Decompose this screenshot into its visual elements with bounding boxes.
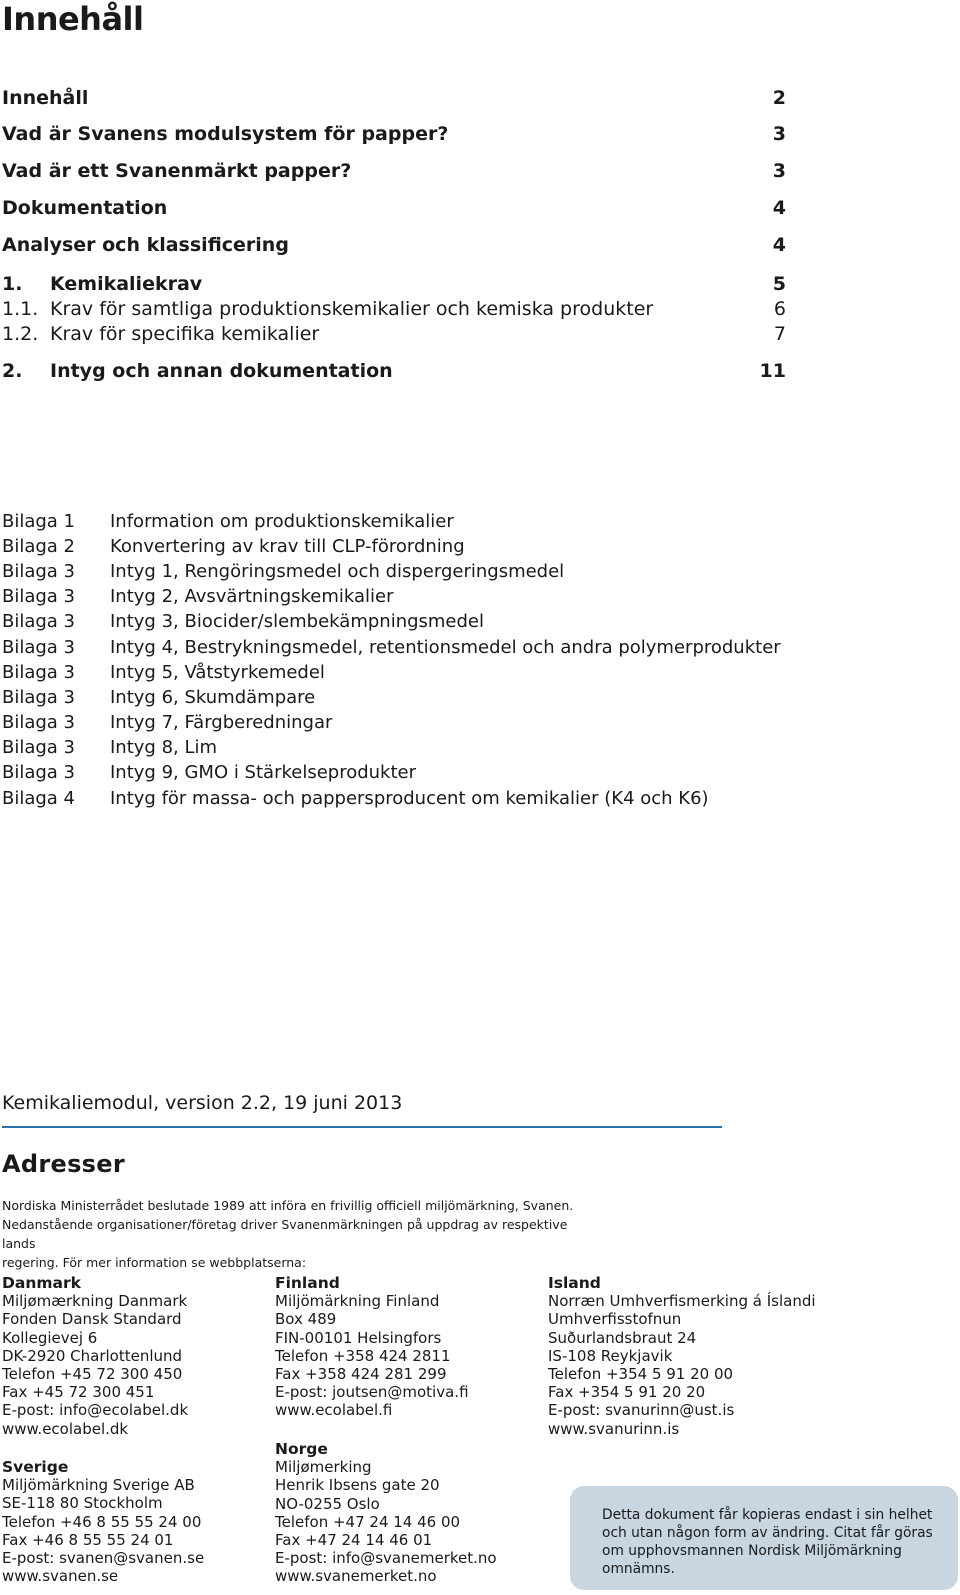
contact-line: Telefon +46 8 55 55 24 00 [2, 1512, 202, 1531]
toc-entry-page: 2 [772, 87, 786, 109]
contact-line: Fax +47 24 14 46 01 [275, 1531, 433, 1550]
contact-norge [275, 1440, 497, 1586]
appendix-number: Bilaga 3 [2, 662, 76, 683]
appendix-title: Intyg 3, Biocider/slembekämpningsmedel [110, 611, 485, 632]
contact-email[interactable]: E-post: svanen@svanen.se [2, 1549, 205, 1568]
appendix-title: Intyg 2, Avsvärtningskemikalier [110, 586, 394, 607]
contact-email[interactable]: E-post: svanurinn@ust.is [548, 1401, 735, 1420]
intro-line: regering. För mer information se webbplatserna: [2, 1255, 307, 1270]
appendix-title: Intyg 7, Färgberedningar [110, 712, 333, 733]
appendix-number: Bilaga 3 [2, 737, 76, 758]
toc-entry-number: 2. [2, 360, 23, 382]
contact-line: Telefon +47 24 14 46 00 [275, 1512, 461, 1531]
contact-website[interactable]: www.ecolabel.fi [275, 1401, 393, 1420]
appendix-title: Intyg 8, Lim [110, 737, 218, 758]
appendix-number: Bilaga 3 [2, 561, 76, 582]
appendix-number: Bilaga 3 [2, 712, 76, 733]
toc-entry-number: 1.1. [2, 298, 39, 320]
toc-entry-page: 5 [772, 273, 786, 295]
contact-line: Norræn Umhverfismerking á Íslandi [548, 1292, 816, 1311]
toc-entry-page: 6 [773, 298, 786, 320]
contact-line: Suðurlandsbraut 24 [548, 1328, 697, 1347]
contact-island [548, 1274, 816, 1438]
contact-line: SE-118 80 Stockholm [2, 1494, 163, 1513]
appendix-number: Bilaga 3 [2, 637, 76, 658]
toc-entry-label: Krav för specifika kemikalier [50, 323, 320, 345]
appendix-number: Bilaga 3 [2, 687, 76, 708]
contact-line: Fonden Dansk Standard [2, 1310, 182, 1329]
contact-line: Miljømærkning Danmark [2, 1292, 188, 1311]
appendix-number: Bilaga 1 [2, 511, 76, 532]
appendix-entry[interactable] [2, 560, 564, 584]
contact-line: Miljømerking [275, 1458, 372, 1477]
toc-entry-page: 4 [772, 234, 786, 256]
contact-line: Miljömärkning Sverige AB [2, 1476, 195, 1495]
contact-country: Danmark [2, 1274, 81, 1292]
contact-email[interactable]: E-post: info@svanemerket.no [275, 1549, 497, 1568]
appendix-title: Intyg 4, Bestrykningsmedel, retentionsmedel och andra polymerprodukter [110, 637, 781, 658]
intro-line: Nedanstående organisationer/företag driver Svanenmärkningen på uppdrag av respektive lands [2, 1217, 568, 1251]
contact-sverige [2, 1458, 204, 1585]
appendix-entry[interactable] [2, 686, 315, 710]
appendix-number: Bilaga 3 [2, 586, 76, 607]
toc-entry-number: 1. [2, 273, 23, 295]
appendix-title: Konvertering av krav till CLP-förordning [110, 536, 465, 557]
appendix-entry[interactable] [2, 510, 454, 534]
appendix-title: Intyg 1, Rengöringsmedel och dispergeringsmedel [110, 561, 565, 582]
appendix-entry[interactable] [2, 736, 217, 760]
toc-entry-page: 7 [773, 323, 786, 345]
toc-entry-label: Krav för samtliga produktionskemikalier och kemiska produkter [50, 298, 654, 320]
toc-entry-label: Intyg och annan dokumentation [50, 360, 393, 382]
contact-email[interactable]: E-post: info@ecolabel.dk [2, 1401, 189, 1420]
contact-line: Telefon +354 5 91 20 00 [548, 1365, 734, 1384]
page-title: Innehåll [2, 0, 144, 38]
version-line: Kemikaliemodul, version 2.2, 19 juni 2013 [2, 1092, 403, 1114]
appendix-entry[interactable] [2, 585, 394, 609]
contact-country: Finland [275, 1274, 340, 1292]
contact-line: Telefon +45 72 300 450 [2, 1365, 183, 1384]
contact-website[interactable]: www.ecolabel.dk [2, 1419, 129, 1438]
contact-line: Henrik Ibsens gate 20 [275, 1476, 440, 1495]
appendix-entry[interactable] [2, 636, 781, 660]
contact-danmark [2, 1274, 188, 1438]
appendix-title: Intyg 6, Skumdämpare [110, 687, 316, 708]
appendix-title: Intyg 5, Våtstyrkemedel [110, 662, 325, 683]
appendix-number: Bilaga 3 [2, 611, 76, 632]
contact-line: Miljömärkning Finland [275, 1292, 440, 1311]
contact-finland [275, 1274, 469, 1420]
appendix-entry[interactable] [2, 761, 416, 785]
toc-entry-page: 3 [772, 123, 786, 145]
contact-country: Norge [275, 1440, 328, 1458]
copyright-notice [570, 1486, 958, 1590]
contact-line: IS-108 Reykjavik [548, 1346, 673, 1365]
contact-line: Fax +354 5 91 20 20 [548, 1383, 706, 1402]
appendix-number: Bilaga 3 [2, 762, 76, 783]
contact-line: FIN-00101 Helsingfors [275, 1328, 442, 1347]
contact-line: NO-0255 Oslo [275, 1494, 380, 1513]
toc-entry-label: Dokumentation [2, 197, 168, 219]
contact-line: Telefon +358 424 2811 [275, 1346, 451, 1365]
contact-website[interactable]: www.svanen.se [2, 1567, 119, 1586]
contact-line: DK-2920 Charlottenlund [2, 1346, 183, 1365]
toc-entry-page: 11 [759, 360, 786, 382]
appendix-entry[interactable] [2, 711, 332, 735]
toc-entry-number: 1.2. [2, 323, 39, 345]
contact-website[interactable]: www.svanurinn.is [548, 1419, 680, 1438]
contact-line: Kollegievej 6 [2, 1328, 98, 1347]
appendix-entry[interactable] [2, 610, 484, 634]
contact-email[interactable]: E-post: joutsen@motiva.fi [275, 1383, 469, 1402]
appendix-title: Information om produktionskemikalier [110, 511, 454, 532]
toc-entry-label: Analyser och klassificering [2, 234, 289, 256]
toc-entry-page: 4 [772, 197, 786, 219]
addresses-intro [2, 1196, 602, 1272]
notice-text: Detta dokument får kopieras endast i sin helhet och utan någon form av ändring. Citat får göras om upphovsmannen Nordisk Miljömärkning omnämns. [602, 1507, 933, 1577]
contact-line: Fax +46 8 55 55 24 01 [2, 1530, 174, 1549]
toc-entry-page: 3 [772, 160, 786, 182]
appendix-entry[interactable] [2, 661, 325, 685]
appendix-title: Intyg för massa- och pappersproducent om kemikalier (K4 och K6) [110, 788, 709, 809]
divider-rule [2, 1126, 722, 1128]
toc-entry-label: Vad är ett Svanenmärkt papper? [2, 160, 352, 182]
appendix-number: Bilaga 2 [2, 536, 76, 557]
contact-website[interactable]: www.svanemerket.no [275, 1567, 437, 1586]
appendix-number: Bilaga 4 [2, 788, 76, 809]
toc-entry-label: Vad är Svanens modulsystem för papper? [2, 123, 449, 145]
contact-country: Sverige [2, 1458, 69, 1476]
contact-line: Fax +45 72 300 451 [2, 1383, 155, 1402]
appendix-entry[interactable] [2, 787, 709, 811]
contact-country: Island [548, 1274, 601, 1292]
intro-line: Nordiska Ministerrådet beslutade 1989 att införa en frivillig officiell miljömärkning, Svanen. [2, 1198, 574, 1213]
toc-entry-label: Kemikaliekrav [50, 273, 203, 295]
appendix-title: Intyg 9, GMO i Stärkelseprodukter [110, 762, 417, 783]
toc-entry-label: Innehåll [2, 87, 89, 109]
contact-line: Fax +358 424 281 299 [275, 1365, 447, 1384]
appendix-entry[interactable] [2, 535, 465, 559]
addresses-heading: Adresser [2, 1150, 125, 1178]
contact-line: Box 489 [275, 1310, 337, 1329]
contact-line: Umhverfisstofnun [548, 1310, 682, 1329]
